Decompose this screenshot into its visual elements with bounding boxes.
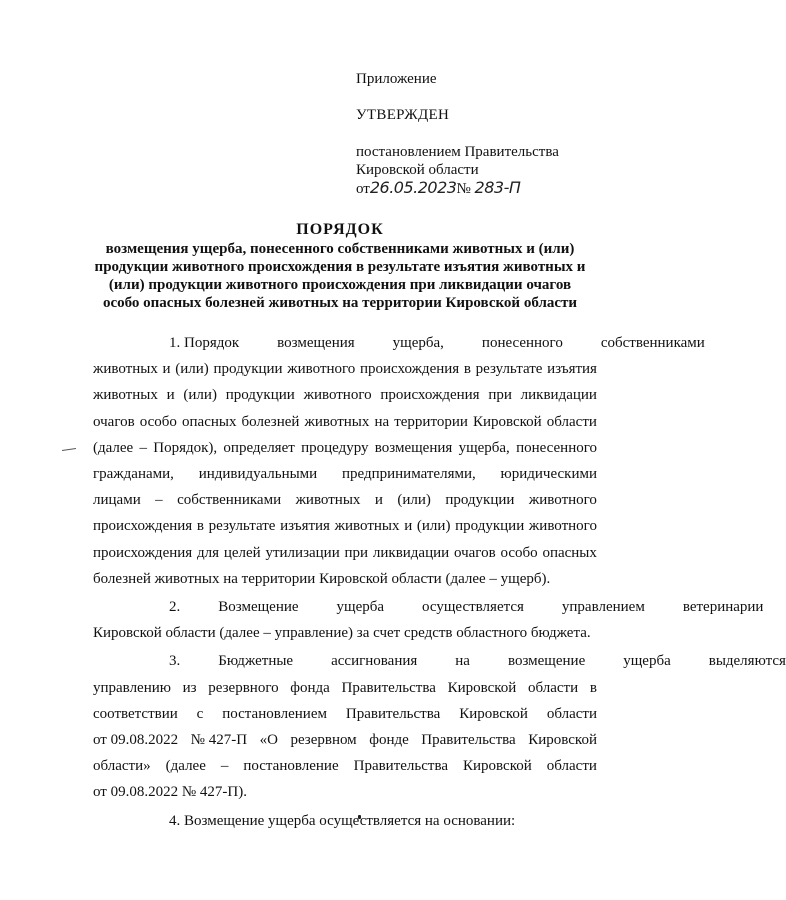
word: животных <box>93 387 158 404</box>
word: ликвидации <box>372 544 450 561</box>
word: животных <box>295 492 361 509</box>
word: резервного <box>208 679 279 696</box>
word: от 09.08.2022 <box>93 732 179 749</box>
paragraph-1 <box>93 330 705 592</box>
margin-pen-mark <box>62 448 76 451</box>
word: на <box>455 653 470 670</box>
date-prefix: от <box>356 181 370 197</box>
word: Возмещение <box>218 599 299 616</box>
text-line <box>93 620 597 646</box>
text-line <box>93 727 597 753</box>
word: Правительства <box>345 705 441 722</box>
heading-line: продукции животного происхождения в результате изъятия животных и <box>94 259 586 275</box>
word: – <box>155 492 163 509</box>
word: при <box>344 544 369 561</box>
word: ущерба, <box>392 335 444 351</box>
word: утилизации <box>265 544 340 561</box>
word: (далее <box>93 439 134 456</box>
word: гражданами, <box>93 466 174 483</box>
word: понесенного <box>481 335 563 351</box>
word: очагов <box>93 413 135 430</box>
word: (или) <box>416 518 451 535</box>
word: и <box>166 387 175 404</box>
word: 1. Порядок <box>169 335 240 351</box>
word: определяет <box>223 439 295 456</box>
word: результате <box>475 361 543 378</box>
word: Порядок), <box>153 439 218 456</box>
paragraph-2 <box>93 594 764 646</box>
text-line <box>93 382 597 408</box>
word: в <box>196 518 204 535</box>
word: Кировской <box>472 413 542 430</box>
text-line <box>93 356 597 382</box>
word: – <box>139 439 147 456</box>
word: болезней <box>241 413 300 430</box>
heading-line: возмещения ущерба, понесенного собственниками животных и (или) <box>105 241 575 257</box>
word: постановление <box>243 758 339 775</box>
word: опасных <box>182 413 237 430</box>
word: № 427-П <box>190 732 248 749</box>
word: области <box>546 758 597 775</box>
heading-line: (или) продукции животного происхождения при ликвидации очагов <box>108 277 572 293</box>
word: ущерба <box>336 599 385 616</box>
word: ликвидации <box>520 387 597 404</box>
word: Кировской <box>463 758 532 775</box>
word: происхождения <box>360 361 460 378</box>
document-body <box>93 330 786 834</box>
word: (или) <box>175 361 209 378</box>
word: и <box>404 518 413 535</box>
word: Кировской области (далее – управление) за счет средств областного бюджета. <box>93 625 591 642</box>
word: Правительства <box>421 732 516 749</box>
text-line <box>93 594 764 620</box>
word: продукции <box>455 518 525 535</box>
word: животного <box>287 361 356 378</box>
word: Кировской <box>528 732 597 749</box>
word: индивидуальными <box>198 466 318 483</box>
word: происхождения <box>93 544 193 561</box>
paragraph-4 <box>93 808 597 834</box>
word: ущерба <box>623 653 671 670</box>
word: управлению <box>93 679 171 696</box>
word: возмещения <box>277 335 355 351</box>
word: в <box>589 679 597 696</box>
text-line <box>93 435 597 461</box>
word: изъятия <box>280 518 330 535</box>
word: процедуру <box>301 439 369 456</box>
word: животных <box>93 361 158 378</box>
word: происхождения <box>380 387 480 404</box>
word: ущерба, <box>458 439 510 456</box>
text-line <box>93 675 597 701</box>
text-line <box>93 808 597 834</box>
word: продукции <box>213 361 283 378</box>
word: собственниками <box>600 335 705 351</box>
word: животных <box>304 413 370 430</box>
word: при <box>488 387 512 404</box>
word: управлением <box>561 599 645 616</box>
word: осуществляется <box>422 599 524 616</box>
word: лицами <box>93 492 141 509</box>
number-sign: № <box>456 181 471 197</box>
word: Бюджетные <box>218 653 294 670</box>
approved-by-line: постановлением Правительства <box>356 144 559 160</box>
word: 2. <box>169 599 181 616</box>
word: с <box>196 705 204 722</box>
word: и <box>374 492 383 509</box>
approved-region-line: Кировской области <box>356 162 479 178</box>
text-line <box>93 701 597 727</box>
word: 4. Возмещение ущерба осуществляется на основании: <box>169 812 516 829</box>
word: соответствии <box>93 705 178 722</box>
word: болезней животных на территории Кировской области (далее – ущерб). <box>93 570 551 587</box>
word: 3. <box>169 653 181 670</box>
text-line <box>93 513 597 539</box>
word: выделяются <box>708 653 786 670</box>
text-line <box>93 461 597 487</box>
handwritten-number: 283-П <box>474 178 521 197</box>
word: и <box>162 361 171 378</box>
word: фонде <box>369 732 409 749</box>
heading-line: особо опасных болезней животных на территории Кировской области <box>102 295 578 311</box>
word: (или) <box>183 387 217 404</box>
word: ветеринарии <box>682 599 764 616</box>
text-line <box>93 648 786 674</box>
word: животного <box>303 387 372 404</box>
text-line <box>93 753 597 779</box>
word: – <box>220 758 229 775</box>
handwritten-date: 26.05.2023 <box>369 178 457 197</box>
word: животного <box>528 518 597 535</box>
word: юридическими <box>500 466 597 483</box>
text-line <box>93 330 705 356</box>
word: возмещение <box>507 653 586 670</box>
word: Кировской <box>447 679 517 696</box>
word: продукции <box>445 492 515 509</box>
word: животных <box>334 518 400 535</box>
word: результате <box>208 518 276 535</box>
word: территории <box>394 413 468 430</box>
word: особо <box>139 413 177 430</box>
word: от 09.08.2022 № 427-П). <box>93 784 247 801</box>
word: изъятия <box>547 361 597 378</box>
word: области <box>546 705 597 722</box>
word: целей <box>223 544 261 561</box>
word: для <box>196 544 220 561</box>
word: животного <box>528 492 597 509</box>
word: особо <box>500 544 538 561</box>
document-heading <box>90 221 590 312</box>
word: постановлением <box>222 705 327 722</box>
word: области <box>546 413 597 430</box>
word: из <box>182 679 197 696</box>
word: «О <box>259 732 278 749</box>
word: ассигнования <box>331 653 418 670</box>
word: Правительства <box>353 758 449 775</box>
word: предпринимателями, <box>341 466 476 483</box>
word: понесенного <box>516 439 597 456</box>
approval-date-line <box>356 179 520 198</box>
document-title: ПОРЯДОК <box>296 221 384 238</box>
word: возмещения <box>374 439 453 456</box>
word: (или) <box>397 492 431 509</box>
word: на <box>374 413 390 430</box>
word: фонда <box>290 679 330 696</box>
word: очагов <box>453 544 496 561</box>
word: опасных <box>542 544 597 561</box>
paragraph-3 <box>93 648 786 805</box>
word: области» <box>93 758 151 775</box>
text-line <box>93 779 597 805</box>
approved-label: УТВЕРЖДЕН <box>356 107 450 123</box>
word: Кировской <box>459 705 528 722</box>
word: происхождения <box>93 518 193 535</box>
text-line <box>93 566 597 592</box>
word: собственниками <box>177 492 282 509</box>
text-line <box>93 487 597 513</box>
text-line <box>93 540 597 566</box>
attachment-label: Приложение <box>356 71 437 87</box>
word: продукции <box>225 387 295 404</box>
text-line <box>93 409 597 435</box>
word: (далее <box>165 758 206 775</box>
word: Правительства <box>341 679 436 696</box>
word: области <box>527 679 579 696</box>
word: в <box>463 361 471 378</box>
word: резервном <box>290 732 357 749</box>
